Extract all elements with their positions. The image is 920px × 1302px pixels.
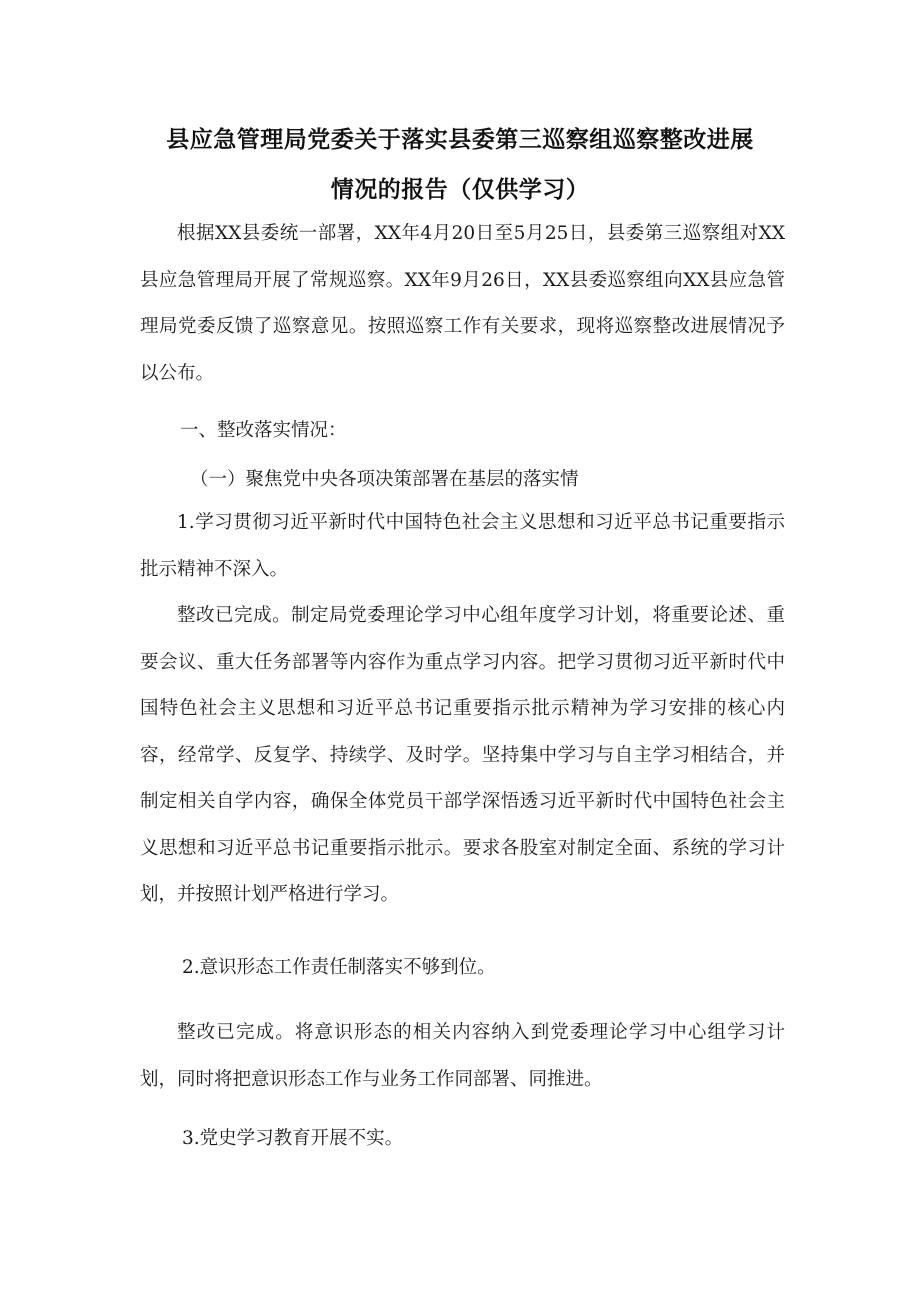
section-heading-1: 一、整改落实情况： — [180, 420, 347, 441]
item-1-body: 整改已完成。制定局党委理论学习中心组年度学习计划，将重要论述、重要会议、重大任务部署等内容作为重点学习内容。把学习贯彻习近平新时代中国特色社会主义思想和习近平总书记重要指示批示精神为学习安排的核心内容，经常学、反复学、持续学、及时学。坚持集中学习与自主学习相结合，并制定相关自学内容，确保全体党员干部学深悟透习近平新时代中国特色社会主义思想和习近平总书记重要指示批示。要求各股室对制定全面、系统的学习计划，并按照计划严格进行学习。 — [140, 605, 785, 905]
subsection-heading-1: （一）聚焦党中央各项决策部署在基层的落实情 — [190, 469, 579, 490]
document-title-line-2: 情况的报告（仅供学习） — [330, 177, 590, 203]
document-title-line-1: 县应急管理局党委关于落实县委第三巡察组巡察整改进展 — [166, 127, 754, 153]
item-2-body: 整改已完成。将意识形态的相关内容纳入到党委理论学习中心组学习计划，同时将把意识形态工作与业务工作同部署、同推进。 — [140, 1022, 785, 1090]
item-3-title: 3.党史学习教育开展不实。 — [182, 1128, 404, 1149]
intro-paragraph: 根据XX县委统一部署，XX年4月20日至5月25日，县委第三巡察组对XX县应急管理局开展了常规巡察。XX年9月26日，XX县委巡察组向XX县应急管理局党委反馈了巡察意见。按照巡察工作有关要求，现将巡察整改进展情况予以公布。 — [140, 223, 785, 384]
item-2-title: 2.意识形态工作责任制落实不够到位。 — [182, 957, 496, 978]
item-1-title: 1.学习贯彻习近平新时代中国特色社会主义思想和习近平总书记重要指示批示精神不深入。 — [140, 512, 785, 580]
